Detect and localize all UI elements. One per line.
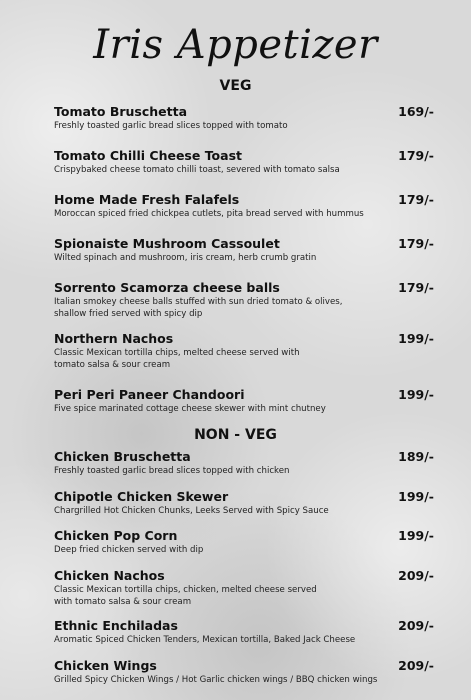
item-price: 199/-: [398, 387, 434, 402]
item-name: Chicken Bruschetta: [54, 449, 191, 464]
item-description: Classic Mexican tortilla chips, chicken, melted cheese served: [54, 585, 317, 595]
menu-item: [54, 104, 434, 132]
item-price: 199/-: [398, 528, 434, 543]
menu-item: [54, 449, 434, 477]
item-description: Chargrilled Hot Chicken Chunks, Leeks Served with Spicy Sauce: [54, 506, 329, 516]
item-price: 209/-: [398, 658, 434, 673]
menu-item: [54, 658, 434, 686]
menu-item: [54, 280, 434, 320]
menu-item: [54, 236, 434, 264]
item-price: 209/-: [398, 618, 434, 633]
menu-item: [54, 331, 434, 371]
item-price: 169/-: [398, 104, 434, 119]
item-name: Northern Nachos: [54, 331, 174, 346]
item-description: Freshly toasted garlic bread slices topped with chicken: [54, 466, 290, 476]
item-price: 179/-: [398, 148, 434, 163]
menu-item: [54, 568, 434, 608]
menu-title: Iris Appetizer: [93, 22, 378, 68]
menu-item: [54, 387, 434, 415]
section-heading-veg: VEG: [219, 78, 252, 94]
item-name: Home Made Fresh Falafels: [54, 192, 240, 207]
item-description: Deep fried chicken served with dip: [54, 545, 204, 555]
item-name: Tomato Chilli Cheese Toast: [54, 148, 242, 163]
item-name: Sorrento Scamorza cheese balls: [54, 280, 280, 295]
item-price: 179/-: [398, 192, 434, 207]
menu-item: [54, 148, 434, 176]
item-name: Chicken Wings: [54, 658, 157, 673]
item-price: 199/-: [398, 489, 434, 504]
item-name: Ethnic Enchiladas: [54, 618, 178, 633]
item-name: Chipotle Chicken Skewer: [54, 489, 229, 504]
item-description: Five spice marinated cottage cheese skewer with mint chutney: [54, 404, 326, 414]
item-price: 179/-: [398, 236, 434, 251]
item-name: Chicken Nachos: [54, 568, 165, 583]
item-description: Wilted spinach and mushroom, iris cream, herb crumb gratin: [54, 253, 317, 263]
item-price: 179/-: [398, 280, 434, 295]
menu-item: [54, 192, 434, 220]
item-description: Grilled Spicy Chicken Wings / Hot Garlic chicken wings / BBQ chicken wings: [54, 675, 378, 685]
item-name: Chicken Pop Corn: [54, 528, 178, 543]
item-description: Moroccan spiced fried chickpea cutlets, pita bread served with hummus: [54, 209, 364, 219]
item-description: Crispybaked cheese tomato chilli toast, severed with tomato salsa: [54, 165, 340, 175]
item-name: Peri Peri Paneer Chandoori: [54, 387, 245, 402]
item-description: tomato salsa & sour cream: [54, 360, 171, 370]
item-name: Spionaiste Mushroom Cassoulet: [54, 236, 280, 251]
item-name: Tomato Bruschetta: [54, 104, 188, 119]
menu-item: [54, 528, 434, 556]
menu-item: [54, 489, 434, 517]
item-description: Italian smokey cheese balls stuffed with sun dried tomato & olives,: [54, 297, 343, 307]
item-description: with tomato salsa & sour cream: [54, 597, 192, 607]
item-description: shallow fried served with spicy dip: [54, 309, 203, 319]
section-heading-nonveg: NON - VEG: [194, 427, 277, 443]
item-description: Classic Mexican tortilla chips, melted cheese served with: [54, 348, 300, 358]
item-description: Freshly toasted garlic bread slices topped with tomato: [54, 121, 288, 131]
item-price: 209/-: [398, 568, 434, 583]
item-description: Aromatic Spiced Chicken Tenders, Mexican tortilla, Baked Jack Cheese: [54, 635, 356, 645]
menu-item: [54, 618, 434, 646]
item-price: 189/-: [398, 449, 434, 464]
item-price: 199/-: [398, 331, 434, 346]
